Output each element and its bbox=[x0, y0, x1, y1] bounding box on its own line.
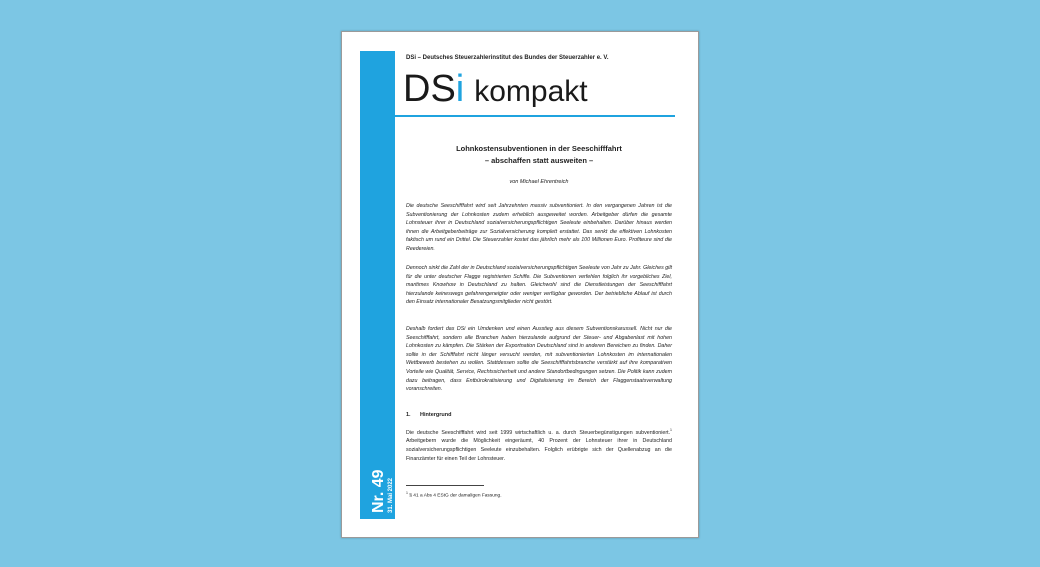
brand-logo bbox=[403, 69, 588, 117]
section-text-b: Arbeitgebern wurde die Möglichkeit eingeräumt, 40 Prozent der Lohnsteuer ihrer in Deutschland sozialversicherungspflichtigen Seeleute einzubehalten. Folglich erübrigte sich der Quellenabzug an die Finanzämter für einen Teil der Lohnsteuer. bbox=[406, 438, 672, 462]
brand-kompakt: kompakt bbox=[474, 75, 588, 108]
institute-name: DSi – Deutsches Steuerzahlerinstitut des Bundes der Steuerzahler e. V. bbox=[406, 55, 609, 61]
side-color-bar bbox=[360, 51, 395, 519]
footnote bbox=[406, 491, 672, 499]
summary-paragraph-1: Die deutsche Seeschifffahrt wird seit Jahrzehnten massiv subventioniert. In den vergangenen Jahren ist die Subventionierung der Lohnkosten zudem erheblich ausgeweitet worden. Arbeitgeber dürfen die gesamte Lohnsteuer ihrer in Deutschland sozialversicherungspflichtigen Seeleute einbehalten. Darüber hinaus werden ihnen die Arbeitgeberbeiträge zur Sozialversicherung komplett erstattet. Das senkt die effektiven Lohnkosten faktisch um rund ein Drittel. Die Steuerzahler kostet das jährlich mehr als 100 Millionen Euro. Profiteure sind die Reedereien. bbox=[406, 203, 672, 252]
title-line-1: Lohnkostensubventionen in der Seeschifffahrt bbox=[456, 144, 622, 153]
section-text-a: Die deutsche Seeschifffahrt wird seit 1999 wirtschaftlich u. a. durch Steuerbegünstigungen subventioniert. bbox=[406, 429, 671, 436]
section-paragraph bbox=[406, 426, 672, 463]
footnote-separator bbox=[406, 485, 484, 486]
brand-ds: DS bbox=[403, 68, 456, 110]
document-page bbox=[341, 31, 699, 538]
footnote-reference[interactable]: 1 bbox=[670, 428, 672, 432]
footnote-marker: 1 bbox=[406, 491, 408, 495]
title-line-2: – abschaffen statt ausweiten – bbox=[484, 156, 594, 165]
issue-number: Nr. 49 bbox=[370, 469, 387, 513]
author-line: von Michael Ehrentreich bbox=[509, 179, 569, 185]
section-heading bbox=[406, 412, 672, 418]
issue-label bbox=[360, 443, 395, 513]
section-title: Hintergrund bbox=[420, 412, 452, 418]
header-rule bbox=[395, 115, 675, 117]
issue-date: 31. Mai 2022 bbox=[388, 477, 394, 513]
brand-i: i bbox=[455, 68, 465, 110]
section-number: 1. bbox=[406, 412, 411, 418]
footnote-text: § 41 a Abs 4 EStG der damaligen Fassung. bbox=[407, 493, 502, 499]
document-title bbox=[406, 143, 672, 167]
summary-paragraph-2: Dennoch sinkt die Zahl der in Deutschland sozialversicherungspflichtigen Seeleute von Jahr zu Jahr. Gleiches gilt für die unter deutscher Flagge registrierten Schiffe. Die Subventionen verfehlen folglich ihr vorgebliches Ziel, maritimes Knowhow in Deutschland zu halten. Gleichwohl sind die Dienstleistungen der Seeschifffahrt hierzulande keineswegs gefahrengeneigter oder weniger verfügbar geworden. Der betriebliche Ablauf ist durch den Einsatz internationaler Besatzungsmitglieder nicht gestört. bbox=[406, 265, 672, 306]
summary-paragraph-3: Deshalb fordert das DSi ein Umdenken und einen Ausstieg aus diesem Subventionskarussell. Nicht nur die Seeschifffahrt, sondern alle Branchen haben hierzulande aufgrund der Steuer- und Abgabenlast mit hohen Lohnkosten zu kämpfen. Die Stärken der Exportnation Deutschland sind in anderen Bereichen zu finden. Daher sollte in der Schifffahrt nicht länger versucht werden, mit subventionierten Lohnkosten im internationalen Wettbewerb bestehen zu wollen. Stattdessen sollte die Seeschifffahrtsbranche verstärkt auf ihre komparativen Vorteile wie Qualität, Service, Rechtssicherheit und andere Standortbedingungen setzen. Die Politik kann zudem dazu beitragen, dass Entbürokratisierung und Digitalisierung im Bereich der Flaggenstaatsverwaltung voranschreiten. bbox=[406, 326, 672, 393]
